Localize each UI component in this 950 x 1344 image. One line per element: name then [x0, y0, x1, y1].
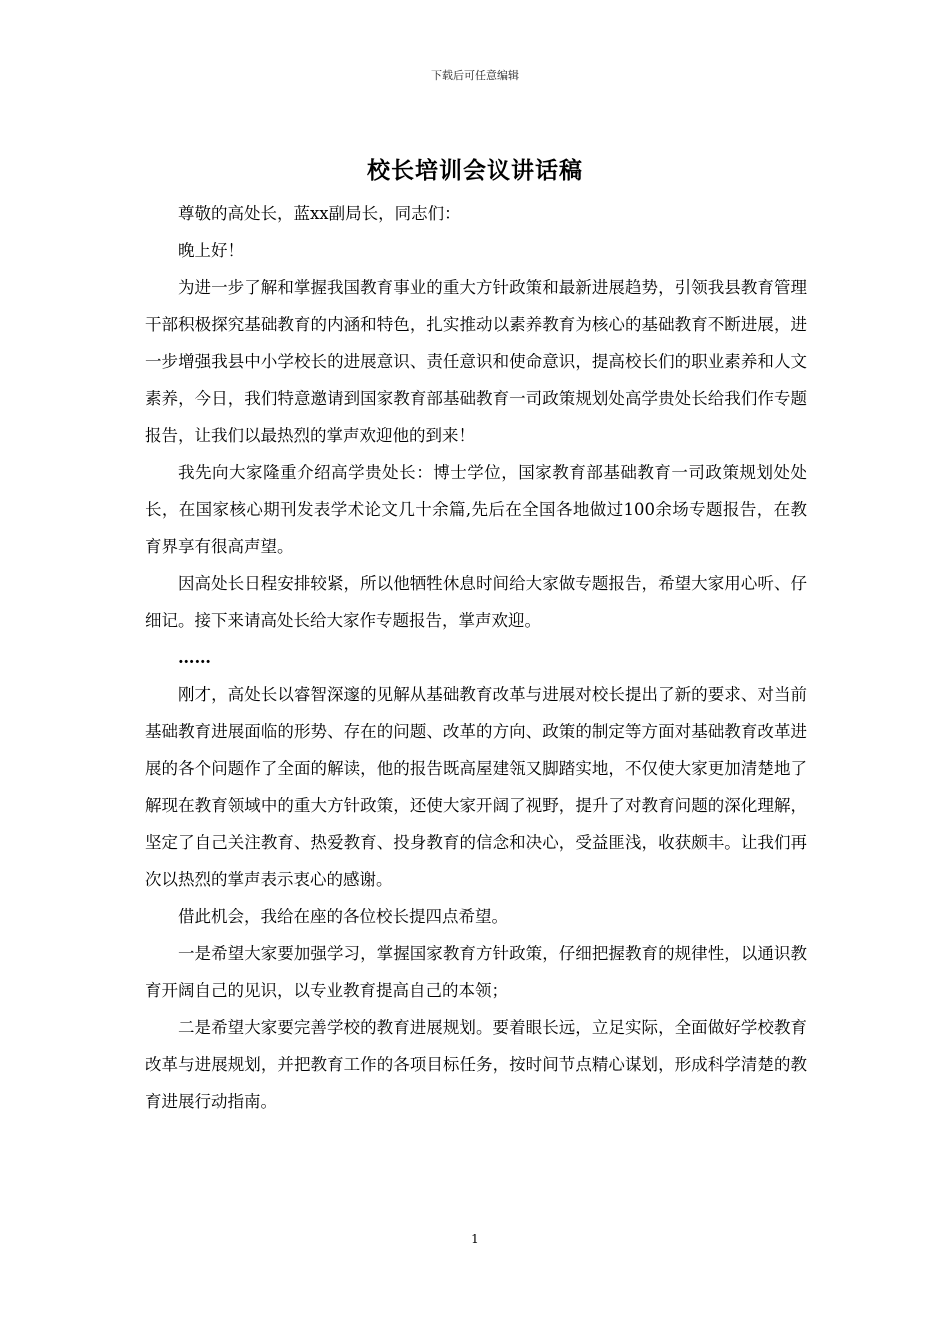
body-paragraph: 因高处长日程安排较紧，所以他牺牲休息时间给大家做专题报告，希望大家用心听、仔细记。接下来请高处长给大家作专题报告，掌声欢迎。 — [145, 574, 807, 630]
body-paragraph: 刚才，高处长以睿智深邃的见解从基础教育改革与进展对校长提出了新的要求、对当前基础教育进展面临的形势、存在的问题、改革的方向、政策的制定等方面对基础教育改革进展的各个问题作了全面的解读，他的报告既高屋建瓴又脚踏实地，不仅使大家更加清楚地了解现在教育领域中的重大方针政策，还使大家开阔了视野，提升了对教育问题的深化理解，坚定了自己关注教育、热爱教育、投身教育的信念和决心，受益匪浅，收获颇丰。让我们再次以热烈的掌声表示衷心的感谢。 — [145, 685, 807, 889]
page-number: 1 — [471, 1232, 479, 1246]
body-paragraph: 二是希望大家要完善学校的教育进展规划。要着眼长远，立足实际，全面做好学校教育改革与进展规划，并把教育工作的各项目标任务，按时间节点精心谋划，形成科学清楚的教育进展行动指南。 — [145, 1018, 807, 1111]
document-body — [145, 195, 807, 1120]
greeting-paragraph: 晚上好！ — [178, 241, 244, 260]
body-paragraph: 为进一步了解和掌握我国教育事业的重大方针政策和最新进展趋势，引领我县教育管理干部积极探究基础教育的内涵和特色，扎实推动以素养教育为核心的基础教育不断进展，进一步增强我县中小学校长的进展意识、责任意识和使命意识，提高校长们的职业素养和人文素养，今日，我们特意邀请到国家教育部基础教育一司政策规划处高学贵处长给我们作专题报告，让我们以最热烈的掌声欢迎他的到来！ — [145, 278, 807, 445]
body-paragraph: 一是希望大家要加强学习，掌握国家教育方针政策，仔细把握教育的规律性，以通识教育开阔自己的见识，以专业教育提高自己的本领； — [145, 944, 807, 1000]
page-header-note: 下载后可任意编辑 — [431, 69, 519, 82]
body-paragraph: 我先向大家隆重介绍高学贵处长：博士学位，国家教育部基础教育一司政策规划处处长，在国家核心期刊发表学术论文几十余篇,先后在全国各地做过100余场专题报告，在教育界享有很高声望。 — [145, 463, 807, 556]
body-paragraph: 借此机会，我给在座的各位校长提四点希望。 — [178, 907, 508, 926]
document-title: 校长培训会议讲话稿 — [367, 157, 583, 184]
salutation-paragraph: 尊敬的高处长，蓝xx副局长，同志们： — [178, 204, 461, 223]
ellipsis-paragraph: …… — [178, 648, 211, 667]
